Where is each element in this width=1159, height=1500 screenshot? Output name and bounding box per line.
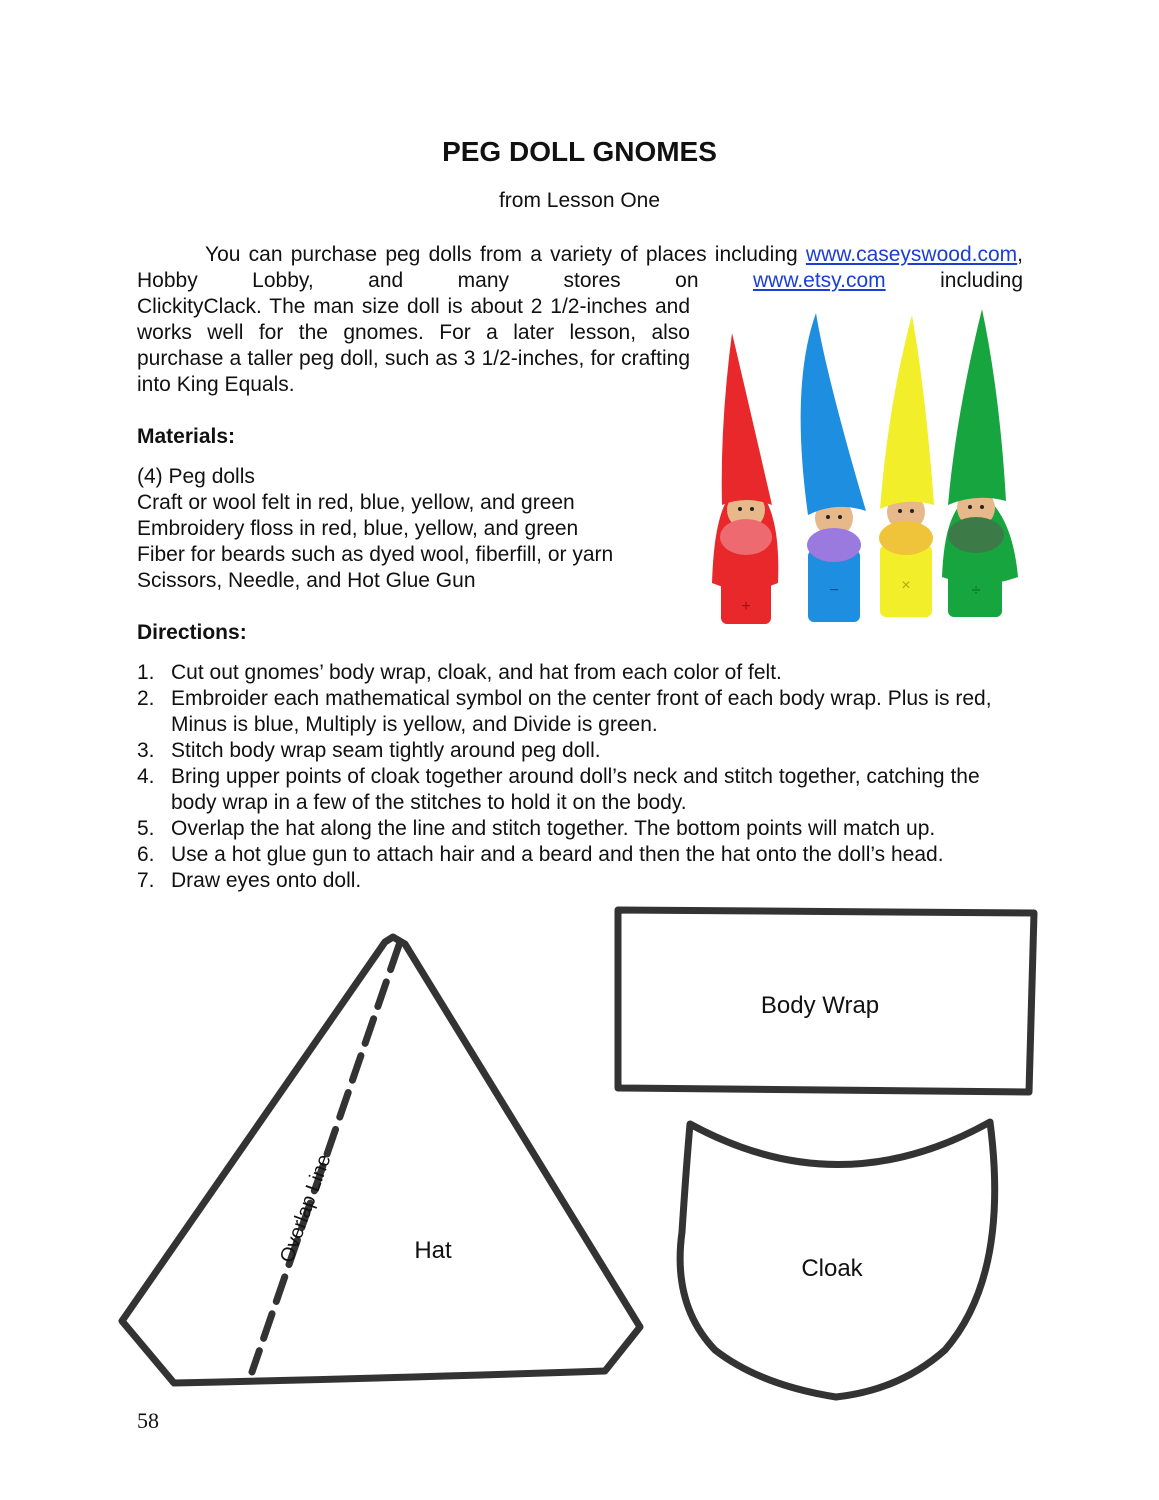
directions-heading: Directions: — [137, 621, 247, 644]
step-text: Overlap the hat along the line and stitch together. The bottom points will match up. — [171, 817, 936, 840]
page-subtitle: from Lesson One — [498, 189, 661, 212]
step-number: 2. — [137, 687, 155, 710]
intro-text-3: including — [885, 269, 1023, 292]
yellow-gnome-symbol: × — [901, 577, 911, 594]
page-title: PEG DOLL GNOMES — [442, 136, 717, 167]
green-gnome-symbol: ÷ — [971, 582, 981, 599]
hat-label: Hat — [414, 1237, 452, 1264]
step-text: Embroider each mathematical symbol on the center front of each body wrap. Plus is red, Minus is blue, Multiply is yellow, and Divide is green. — [171, 687, 992, 736]
step-number: 7. — [137, 869, 155, 892]
intro-continued: ClickityClack. The man size doll is about 2 1/2-inches and works well for the gnomes. For a later lesson, also purchase a taller peg doll, such as 3 1/2-inches, for crafting into King Equals. — [137, 295, 690, 396]
step-number: 4. — [137, 765, 155, 788]
material-item: Scissors, Needle, and Hot Glue Gun — [137, 569, 476, 592]
materials-heading: Materials: — [137, 425, 236, 448]
intro-text-1: You can purchase peg dolls from a variety of places including — [205, 243, 806, 266]
material-item: Craft or wool felt in red, blue, yellow, and green — [137, 491, 575, 514]
intro-text-2: , Hobby Lobby, and many stores on — [137, 243, 1023, 292]
page-number: 58 — [137, 1408, 159, 1433]
blue-gnome-symbol: − — [829, 582, 839, 599]
step-number: 1. — [137, 661, 155, 684]
step-text: Stitch body wrap seam tightly around peg doll. — [171, 739, 601, 762]
etsy-link[interactable]: www.etsy.com — [752, 269, 886, 292]
step-number: 5. — [137, 817, 155, 840]
cloak-label: Cloak — [801, 1255, 863, 1282]
step-text: Use a hot glue gun to attach hair and a beard and then the hat onto the doll’s head. — [171, 843, 944, 866]
body-wrap-label: Body Wrap — [760, 992, 880, 1019]
overlap-line-label: Overlap Line — [276, 1151, 336, 1266]
material-item: (4) Peg dolls — [137, 465, 255, 488]
step-number: 3. — [137, 739, 155, 762]
step-text: Cut out gnomes’ body wrap, cloak, and hat from each color of felt. — [171, 661, 782, 684]
material-item: Embroidery floss in red, blue, yellow, and green — [137, 517, 579, 540]
caseyswood-link[interactable]: www.caseyswood.com — [805, 243, 1018, 266]
step-text: Draw eyes onto doll. — [171, 869, 362, 892]
material-item: Fiber for beards such as dyed wool, fiberfill, or yarn — [137, 543, 614, 566]
step-number: 6. — [137, 843, 155, 866]
red-gnome-symbol: + — [741, 598, 751, 615]
step-text: Bring upper points of cloak together around doll’s neck and stitch together, catching the body wrap in a few of the stitches to hold it on the body. — [171, 765, 980, 814]
